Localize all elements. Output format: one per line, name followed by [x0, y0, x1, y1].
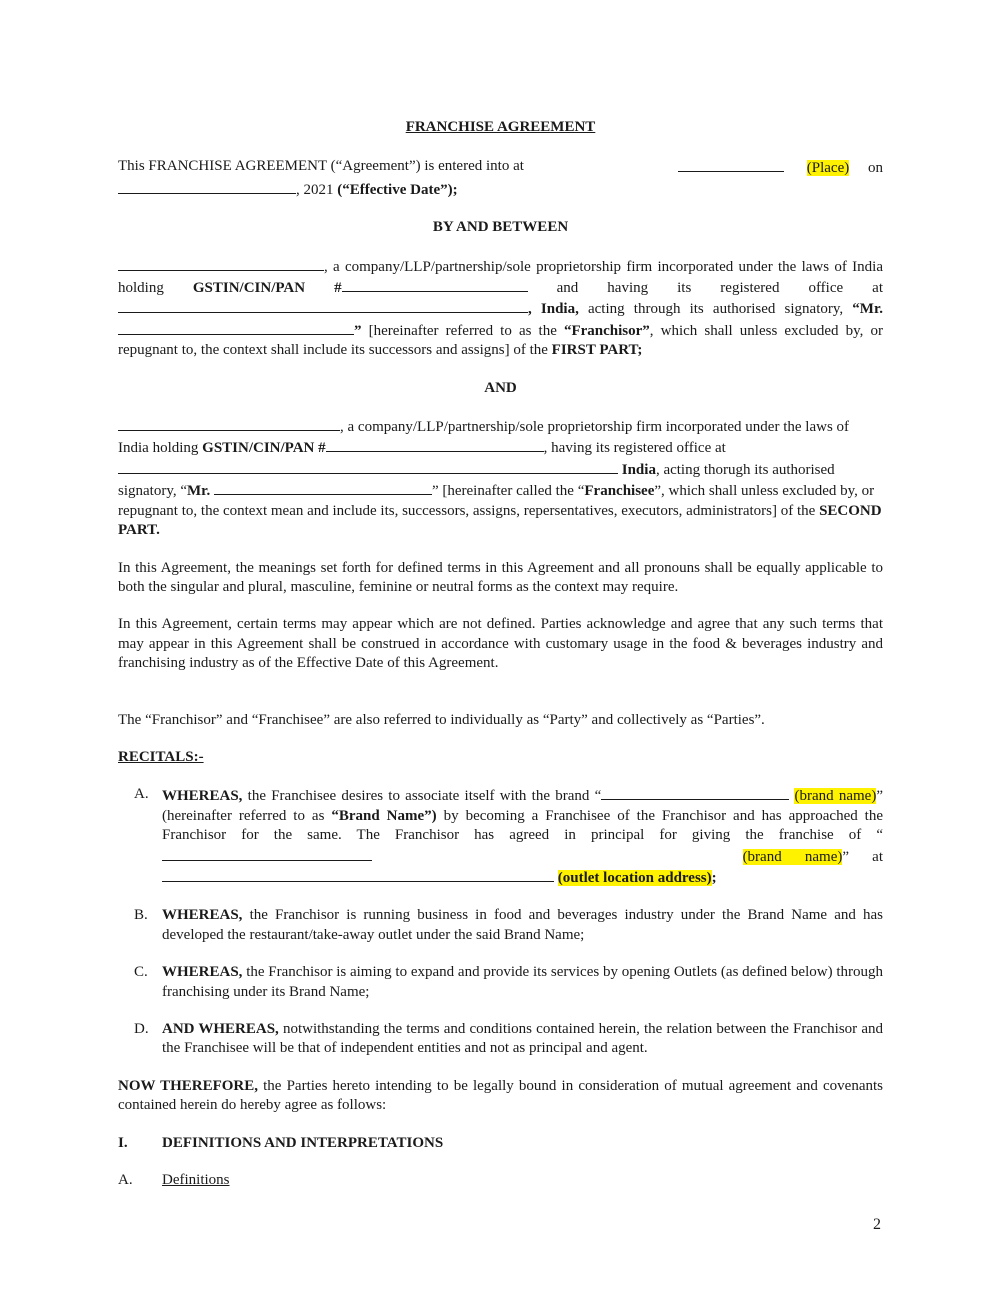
outlet-address-placeholder: (outlet location address) [557, 869, 712, 886]
by-and-between-heading: BY AND BETWEEN [432, 219, 569, 236]
franchisee-name-blank[interactable] [118, 416, 340, 431]
brand-blank[interactable] [601, 785, 789, 800]
franchisor-name-blank[interactable] [118, 256, 324, 271]
section-heading: I. DEFINITIONS AND INTERPRETATIONS [118, 1134, 444, 1151]
document-page [118, 118, 883, 1190]
definitions-paragraph: In this Agreement, the meanings set forth for defined terms in this Agreement and all pronouns shall be equally applicable to both the singular and plural, masculine, feminine or neutral forms as the context may require. [118, 559, 883, 595]
recital-a: A. WHEREAS, the Franchisee desires to associate itself with the brand “ (brand name)” (hereinafter referred to as “Brand Name”) by becoming a Franchisee of the Franchisor and has approached the Franchisor for the same. The Franchisor has agreed in principal for giving the franchise of “ (brand name)” at (outlet location address); [134, 786, 884, 886]
first-party-paragraph: , a company/LLP/partnership/sole proprietorship firm incorporated under the laws of India holding GSTIN/CIN/PAN # and having its registered office at , India, acting through its authorised signatory, “Mr. ” [hereinafter referred to as the “Franchisor”, which shall unless excluded by, or repugnant to, the context shall include its successors and assigns] of the FIRST PART; [118, 256, 883, 361]
recitals-heading: RECITALS:- [118, 748, 204, 765]
franchisor-gst-blank[interactable] [342, 277, 528, 292]
parties-paragraph: The “Franchisor” and “Franchisee” are also referred to individually as “Party” and collectively as “Parties”. [118, 711, 765, 728]
document-title: FRANCHISE AGREEMENT [405, 119, 596, 135]
outlet-address-blank[interactable] [162, 867, 554, 882]
franchisee-gst-blank[interactable] [326, 437, 544, 452]
second-party-paragraph: , a company/LLP/partnership/sole proprietorship firm incorporated under the laws of India holding GSTIN/CIN/PAN # , having its registered office at India, acting thorugh its authorised signatory, “Mr. ” [hereinafter called the “Franchisee”, which shall unless excluded by, or repugnant to, the context mean and include its, successors, assigns, repersentatives, executors, administrators] of the SECOND PART. [118, 416, 883, 540]
place-blank[interactable] [678, 157, 784, 172]
undefined-terms-paragraph: In this Agreement, certain terms may appear which are not defined. Parties acknowledge and agree that any such terms that may appear in this Agreement shall be construed in accordance with customary usage in the food & beverages industry and franchising industry as of the Effective Date of this Agreement. [118, 616, 883, 672]
intro-paragraph: This FRANCHISE AGREEMENT (“Agreement”) is entered into at (Place) on , 2021 (“Effective Date”); [118, 158, 883, 198]
brand-name-placeholder-2: (brand name) [742, 848, 843, 865]
franchisee-address-blank[interactable] [118, 459, 618, 474]
brand-name-placeholder: (brand name) [794, 788, 877, 805]
and-heading: AND [484, 379, 517, 396]
franchise-brand-blank[interactable] [162, 846, 372, 861]
date-blank[interactable] [118, 179, 296, 194]
subsection-heading: A. Definitions [118, 1172, 230, 1189]
intro-text: This FRANCHISE AGREEMENT (“Agreement”) is entered into at [118, 158, 524, 175]
recital-b: B. WHEREAS, the Franchisor is running business in food and beverages industry under the Brand Name and has developed the restaurant/take-away outlet under the said Brand Name; [134, 907, 883, 943]
franchisor-address-blank[interactable] [118, 298, 528, 313]
recital-c: C. WHEREAS, the Franchisor is aiming to expand and provide its services by opening Outlets (as defined below) through franchising under its Brand Name; [134, 964, 883, 1000]
place-placeholder: (Place) [806, 160, 850, 177]
now-therefore-paragraph: NOW THEREFORE, the Parties hereto intending to be legally bound in consideration of mutual agreement and covenants contained herein do hereby agree as follows: [118, 1077, 883, 1114]
recital-d: D. AND WHEREAS, notwithstanding the terms and conditions contained herein, the relation between the Franchisor and the Franchisee will be that of independent entities and not as principal and agent. [134, 1021, 883, 1057]
franchisee-signatory-blank[interactable] [214, 480, 432, 495]
franchisor-signatory-blank[interactable] [118, 320, 354, 335]
effective-date-label: (“Effective Date”); [337, 181, 458, 198]
page-number: 2 [873, 1216, 881, 1233]
